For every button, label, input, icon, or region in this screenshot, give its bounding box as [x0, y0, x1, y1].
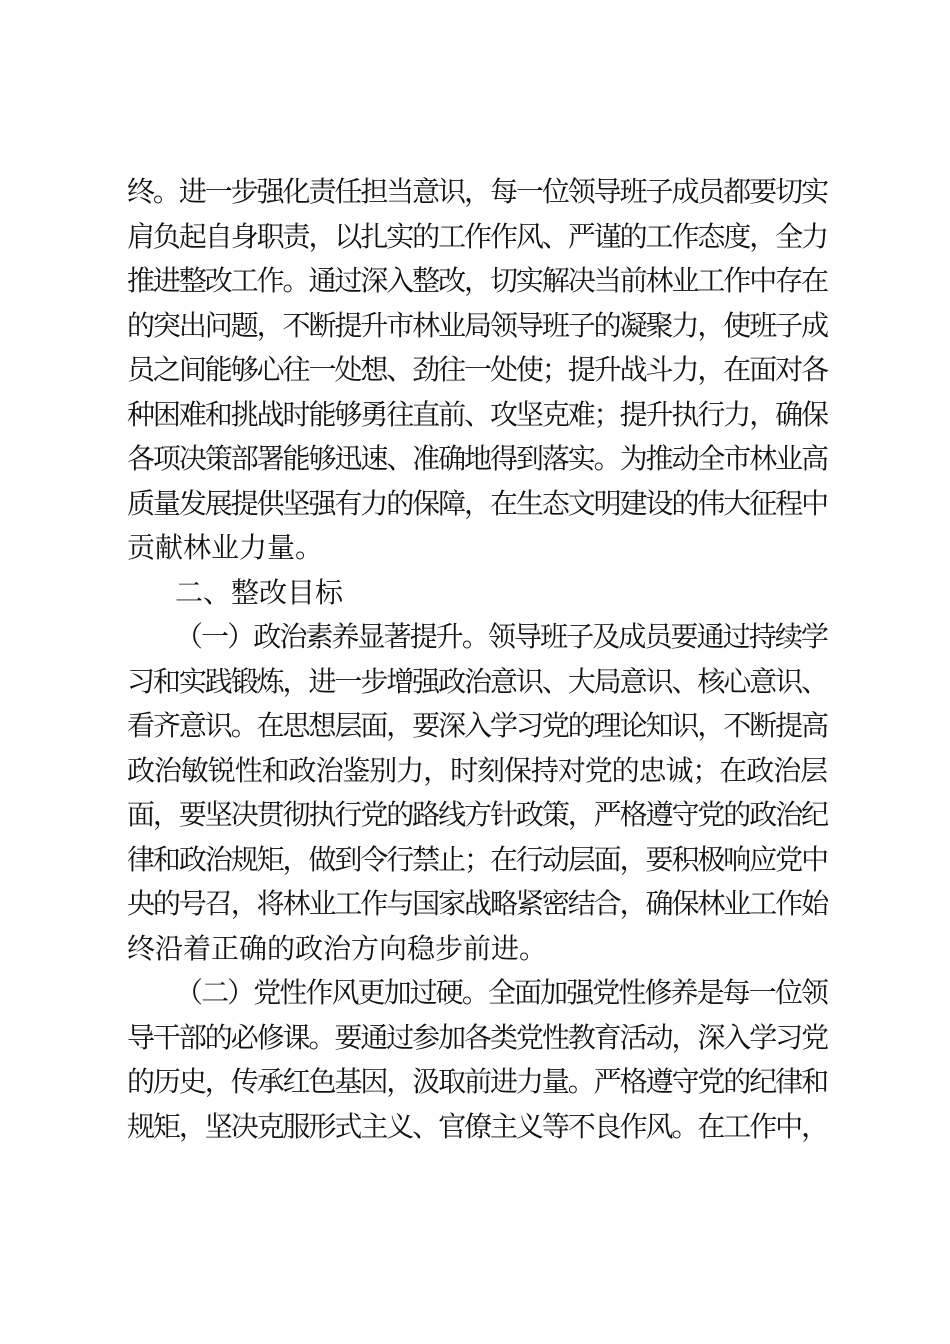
- text-line: 推进整改工作。通过深入整改，切实解决当前林业工作中存在: [127, 264, 828, 297]
- text-line: 质量发展提供坚强有力的保障，在生态文明建设的伟大征程中: [127, 486, 828, 520]
- text-line: 政治敏锐性和政治鉴别力，时刻保持对党的忠诚；在政治层: [127, 753, 828, 787]
- text-line: 导干部的必修课。要通过参加各类党性教育活动，深入学习党: [127, 1020, 828, 1054]
- text-line: 贡献林业力量。: [127, 531, 324, 564]
- text-line: 面，要坚决贯彻执行党的路线方针政策，严格遵守党的政治纪: [127, 798, 828, 831]
- text-line: 看齐意识。在思想层面，要深入学习党的理论知识，不断提高: [127, 709, 828, 742]
- text-line: 各项决策部署能够迅速、准确地得到落实。为推动全市林业高: [127, 442, 828, 475]
- text-line: 肩负起自身职责，以扎实的工作作风、严谨的工作态度，全力: [127, 219, 828, 253]
- text-line: 员之间能够心往一处想、劲往一处使；提升战斗力，在面对各: [127, 353, 828, 386]
- document-body: [127, 170, 827, 1149]
- text-line: 终。进一步强化责任担当意识，每一位领导班子成员都要切实: [127, 175, 828, 208]
- text-line: 终沿着正确的政治方向稳步前进。: [127, 931, 548, 965]
- text-line: 的历史，传承红色基因，汲取前进力量。严格遵守党的纪律和: [127, 1065, 828, 1098]
- text-line: 规矩，坚决克服形式主义、官僚主义等不良作风。在工作中，: [127, 1109, 828, 1143]
- text-line: 二、整改目标: [175, 575, 344, 609]
- text-line: 律和政治规矩，做到令行禁止；在行动层面，要积极响应党中: [127, 842, 828, 876]
- text-line: 种困难和挑战时能够勇往直前、攻坚克难；提升执行力，确保: [127, 397, 828, 431]
- text-line: 习和实践锻炼，进一步增强政治意识、大局意识、核心意识、: [127, 664, 828, 698]
- text-line: 的突出问题，不断提升市林业局领导班子的凝聚力，使班子成: [127, 308, 828, 342]
- text-line: （一）政治素养显著提升。领导班子及成员要通过持续学: [175, 620, 828, 653]
- text-line: 央的号召，将林业工作与国家战略紧密结合，确保林业工作始: [127, 887, 828, 920]
- text-line: （二）党性作风更加过硬。全面加强党性修养是每一位领: [175, 976, 828, 1009]
